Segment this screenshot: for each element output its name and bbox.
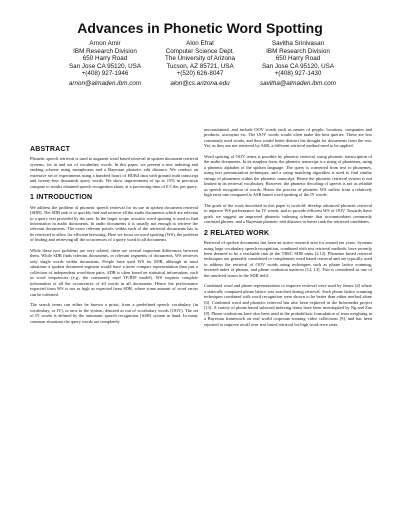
paragraph: Word spotting of OOV terms is possible by phonetic retrieval, using phonetic transcription of the audio documents. In its simplest form, the phonetic transcript is a string of phonemes, using a phonetic alphabet of the spoken language. The query is converted from text to phonemes, using text pronunciation techniques, and a string matching algorithm is used to find similar strings of phonemes within the phonetic transcript. Hence the phonetic retrieval system is not limited in its retrieval vocabulary. However, the phonetic decoding of speech is not as reliable as speech recognition of words. Hence the process of phonetic WS suffers from a relatively high error rate compared to ASR based word spotting of the IV words.: [204, 154, 372, 198]
paragraph: While these two problems are very related, there are several important differences between them. While SDR finds relevant documents, or relevant segments of documents, WS retrieves only single words within documents. People have used WS for SDR, although in most situations a spoken document segment would have a more compact representation than just a collection of independent word-time pairs. SDR is often based on statistical information, such as word frequencies (e.g., the commonly used TF/IDF model). WS requires complete information of all the occurrences of all words in all documents. Hence the performance expected from WS is not as high as expected from SDR, where some amount of word errors can be tolerated.: [30, 247, 198, 297]
author-email: savitha@almaden.ibm.com: [259, 79, 337, 87]
author-address: 650 Harry Road: [82, 55, 128, 63]
author-block-3: [238, 40, 358, 88]
right-column: [204, 127, 372, 332]
author-phone: +(408) 927-1946: [81, 70, 129, 78]
author-address: San Jose CA 95120, USA: [68, 62, 142, 70]
left-column: [30, 147, 198, 329]
paragraph: The search terms can either be known a priori, from a predefined speech vocabulary (in vocabulary, or IV), or new to the system, denoted as out of vocabulary words (OOV). The set of IV words is defined by the automatic speech recognition (ASR) system in hand. In many common situations the query words are completely: [30, 302, 198, 324]
paragraph: We address the problem of phonetic speech retrieval for its use in spoken document retrieval (SDR). The SDR task is to quickly find and retrieve all the audio documents which are relevant to a query text provided by the user. In the larger scope, acoustic word spotting is used to find information in audio documents. In audio documents it is usually not enough to retrieve the relevant documents. The exact relevant point/s within each of the retrieved documents has to be retrieved to allow for efficient browsing. Here we focus on word spotting (WS), the problem of finding and retrieving all the occurrences of a query word in all documents.: [30, 204, 198, 243]
author-address: Tucson, AZ 85721, USA: [166, 62, 234, 70]
author-phone: +(520) 626-8047: [176, 70, 224, 78]
author-affiliation: Computer Science Dept.: [165, 47, 235, 55]
paper-title: Advances in Phonetic Word Spotting: [77, 20, 323, 36]
author-address: The University of Arizona: [165, 55, 235, 63]
paragraph: Combined word and phone representations to improve retrieval were used by James [4] where a statically computed phone lattice was searched during retrieval. Such phone lattice scanning techniques combined with word recognition were shown to be better than either method alone [6]. Combined word and phonetic retrieval has also been explored in the Informedia project [13]. A variety of phone based subword indexing terms have been investigated by Ng and Zue [8]. Phone confusions have also been used in the probabilistic formulation of term weighting in a Bayesian framework on real world corporate training video collections [9], and has been reported to improve recall over text based retrieval for high word error rates.: [204, 283, 372, 327]
author-name: Arnon Amir: [89, 40, 121, 47]
author-name: Alon Efrat: [186, 40, 214, 47]
author-phone: +(408) 927-1430: [274, 70, 322, 78]
paragraph: unconstrained, and include OOV words such as names of people, locations, companies and products, acronyms etc. The OOV words would often make the best queries. These are less commonly used words, and thus would better distinct the thought for documents from the rest. Yet, as they are not retrieved by ASR, a different retrieval method need to be applied.: [204, 127, 372, 149]
section-heading-introduction: 1 INTRODUCTION: [30, 194, 93, 202]
paragraph: Retrieval of spoken documents has been an active research area for around ten years. Systems using large vocabulary speech recognition, combined with text retrieval methods, have recently been deemed to be a reachable task in the TREC SDR tasks [2,12]. Phoneme based retrieval techniques are generally considered to complement word based retrieval and are typically used to address the retrieval of OOV words using techniques such as phone lattice scanning, inverted index of phones, and phone confusion matrices [12, 13]. This is considered as one of the unsolved issues in the SDR field.: [204, 240, 372, 278]
abstract-heading: ABSTRACT: [30, 146, 71, 153]
author-affiliation: IBM Research Division: [266, 47, 330, 55]
author-email: arnon@almaden.ibm.com: [68, 79, 142, 87]
author-address: 650 Harry Road: [275, 55, 321, 63]
author-email: alon@cs.arizona.edu: [170, 79, 230, 87]
author-name: Savitha Srinivasan: [271, 40, 325, 47]
section-heading-related-work: 2 RELATED WORK: [204, 229, 270, 237]
author-affiliation: IBM Research Division: [73, 47, 137, 55]
abstract-text: Phonetic speech retrieval is used to augment word based retrieval in spoken document retrieval systems, for in and out of vocabulary words. In this paper, we present a new indexing and ranking scheme using metaphones and a Bayesian phonetic edit distance. We conduct an extensive set of experiments using a hundred hours of HUB4 data with ground truth transcript and twenty-four thousands query words. We show improvement of up to 15% in precision compare to results obtained speech recognition alone, at a processing time of 0.5 Sec per query.: [30, 156, 198, 189]
author-address: San Jose CA 95120, USA: [261, 62, 335, 70]
paragraph: The goals of the work described in this paper is twofold: develop advanced phonetic retrieval to improve WS performance for IV words, and to provide efficient WS of OOV. Towards these goals we suggest an improved phonetic indexing scheme that accommodates commonly confused phones, and a Bayesian phonetic edit distance to better rank the retrieved candidates.: [204, 202, 372, 225]
